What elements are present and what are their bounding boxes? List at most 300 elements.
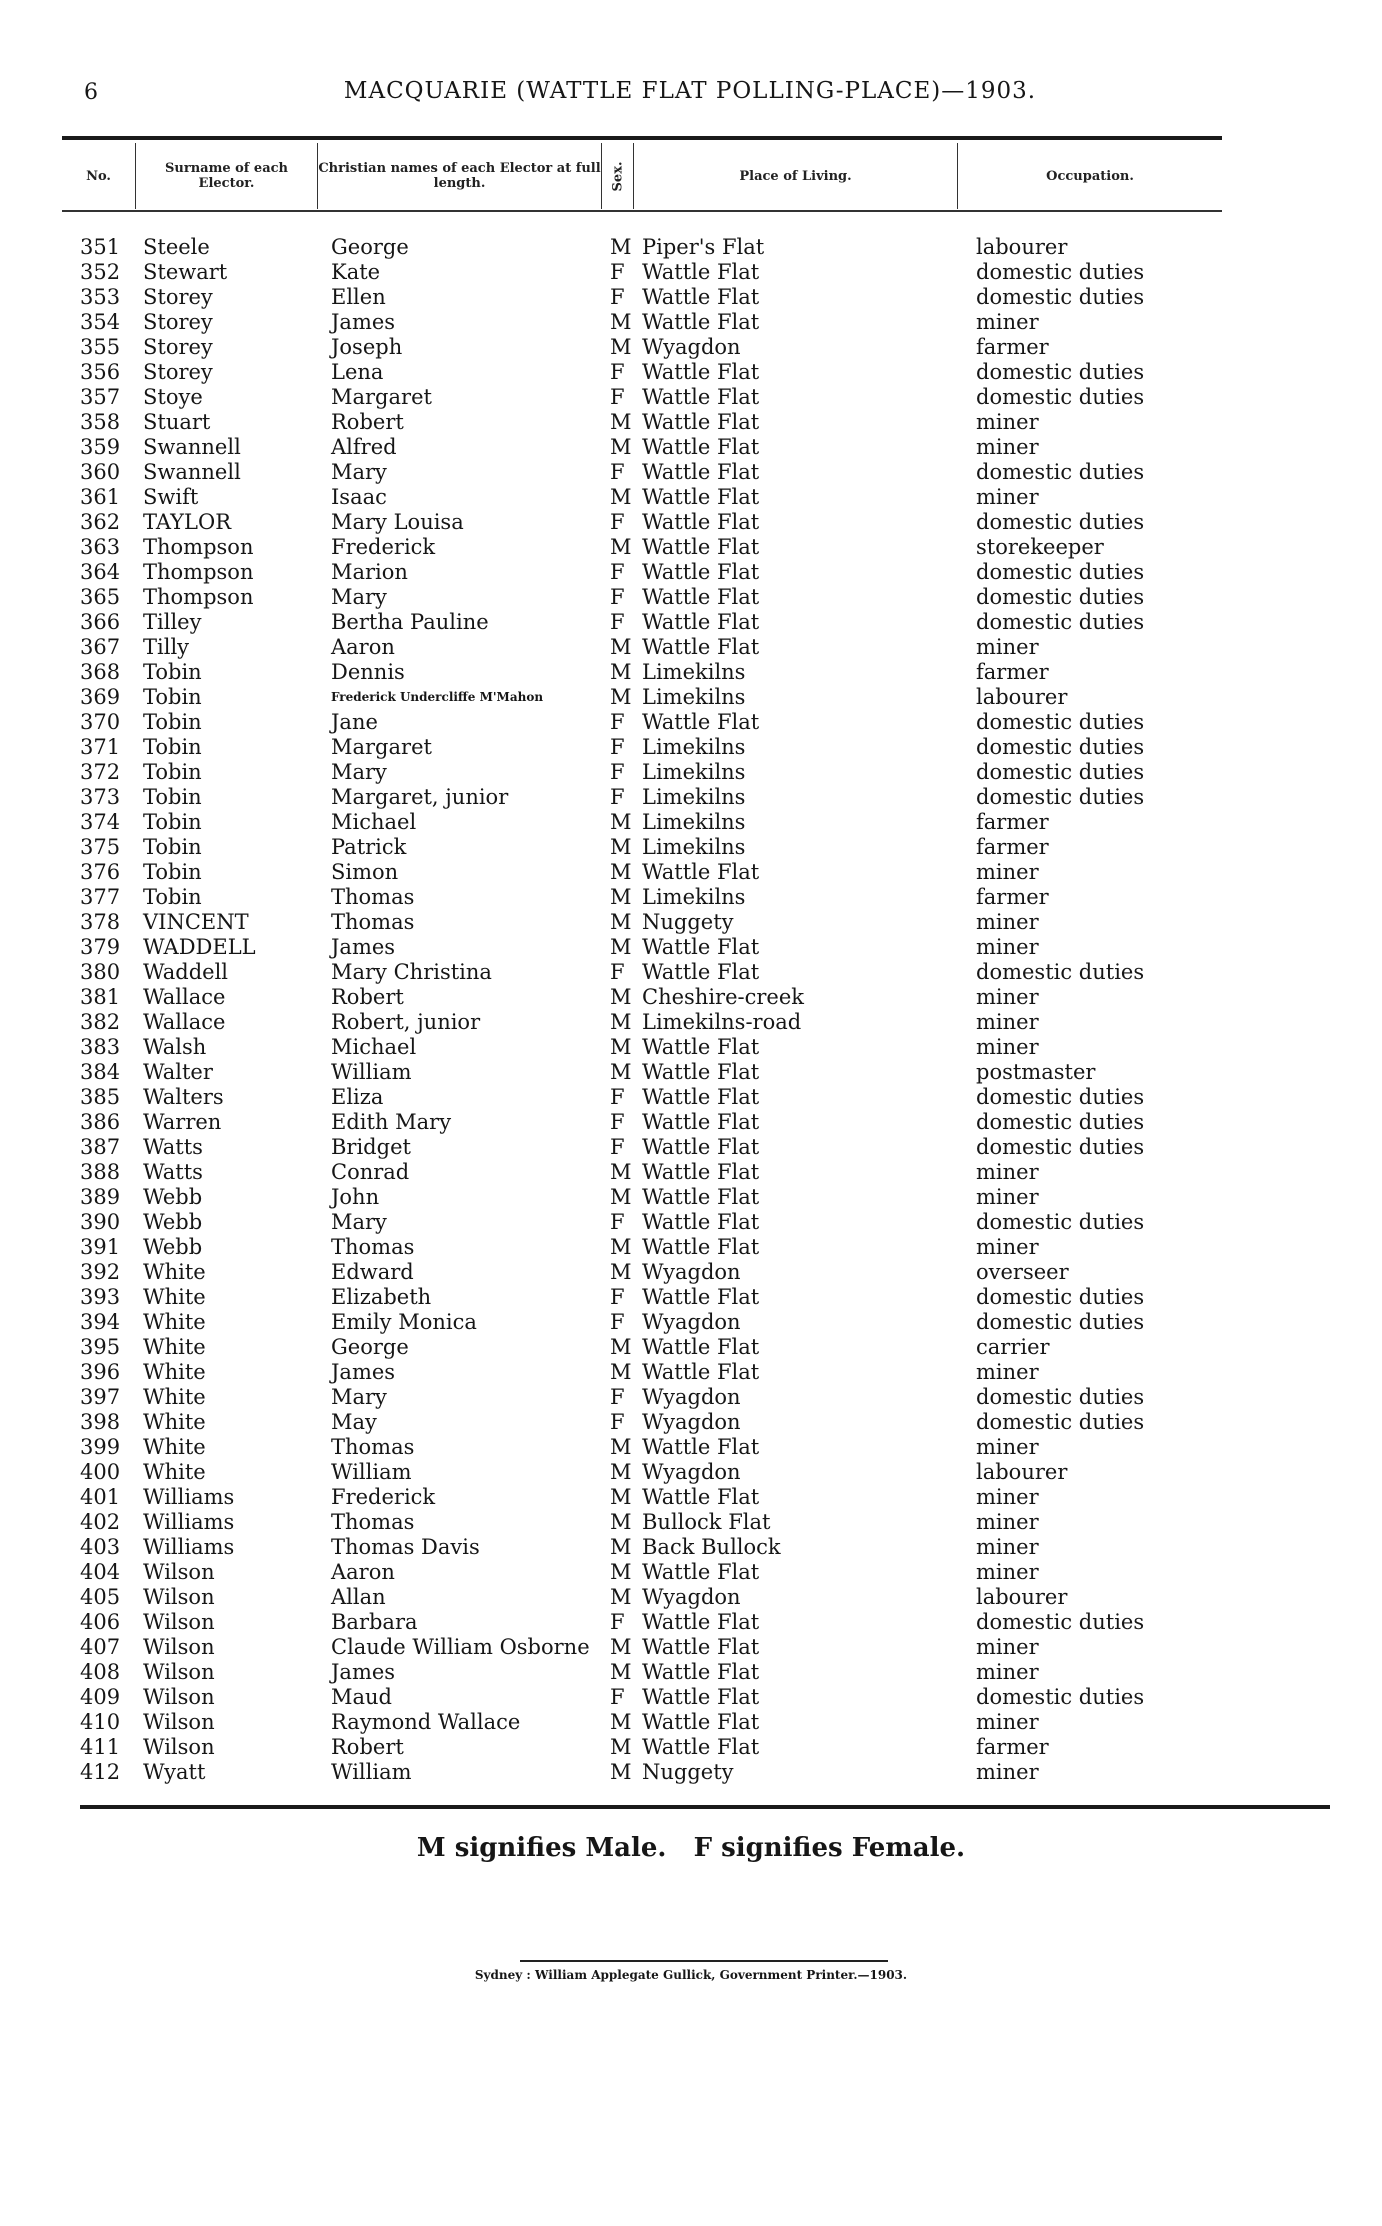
elector-sex: F (610, 735, 625, 759)
table-row (0, 410, 1382, 435)
elector-sex: M (610, 985, 632, 1009)
elector-surname: White (143, 1260, 206, 1284)
elector-number: 361 (80, 485, 121, 509)
elector-sex: M (610, 1460, 632, 1484)
elector-christian-names: Maud (331, 1685, 392, 1709)
elector-surname: Tobin (143, 810, 202, 834)
elector-occupation: farmer (976, 835, 1049, 859)
elector-place-of-living: Wattle Flat (642, 1110, 760, 1134)
elector-occupation: miner (976, 1185, 1039, 1209)
elector-surname: White (143, 1310, 206, 1334)
elector-christian-names: James (331, 1360, 396, 1384)
elector-christian-names: Bridget (331, 1135, 411, 1159)
elector-sex: M (610, 810, 632, 834)
elector-place-of-living: Wattle Flat (642, 1235, 760, 1259)
elector-christian-names: Jane (331, 710, 378, 734)
elector-occupation: miner (976, 1160, 1039, 1184)
elector-sex: F (610, 785, 625, 809)
elector-number: 387 (80, 1135, 121, 1159)
table-row (0, 510, 1382, 535)
elector-surname: Stuart (143, 410, 211, 434)
table-row (0, 1085, 1382, 1110)
elector-christian-names: Allan (331, 1585, 386, 1609)
elector-sex: M (610, 1060, 632, 1084)
elector-surname: Wilson (143, 1685, 215, 1709)
elector-occupation: miner (976, 435, 1039, 459)
table-header (62, 143, 1222, 209)
elector-christian-names: May (331, 1410, 377, 1434)
elector-christian-names: William (331, 1060, 412, 1084)
imprint-rule (520, 1960, 888, 1962)
elector-sex: M (610, 1035, 632, 1059)
table-row (0, 260, 1382, 285)
elector-sex: F (610, 585, 625, 609)
elector-surname: Swannell (143, 435, 241, 459)
elector-surname: White (143, 1460, 206, 1484)
elector-occupation: miner (976, 1660, 1039, 1684)
elector-sex: M (610, 1160, 632, 1184)
elector-number: 351 (80, 235, 121, 259)
elector-sex: F (610, 1410, 625, 1434)
elector-place-of-living: Wattle Flat (642, 1035, 760, 1059)
table-row (0, 1585, 1382, 1610)
table-row (0, 1035, 1382, 1060)
elector-occupation: domestic duties (976, 1085, 1145, 1109)
elector-number: 368 (80, 660, 121, 684)
elector-number: 360 (80, 460, 121, 484)
elector-sex: M (610, 1535, 632, 1559)
elector-place-of-living: Wattle Flat (642, 510, 760, 534)
elector-occupation: domestic duties (976, 1285, 1145, 1309)
elector-number: 411 (80, 1735, 121, 1759)
elector-surname: Tobin (143, 885, 202, 909)
elector-number: 371 (80, 735, 121, 759)
elector-christian-names: Thomas (331, 1235, 415, 1259)
elector-christian-names: Elizabeth (331, 1285, 432, 1309)
elector-christian-names: Margaret (331, 385, 432, 409)
elector-surname: Tobin (143, 660, 202, 684)
elector-surname: Webb (143, 1185, 203, 1209)
elector-number: 378 (80, 910, 121, 934)
elector-surname: White (143, 1410, 206, 1434)
table-row (0, 635, 1382, 660)
elector-sex: M (610, 410, 632, 434)
elector-place-of-living: Back Bullock (642, 1535, 781, 1559)
elector-place-of-living: Wattle Flat (642, 535, 760, 559)
elector-occupation: labourer (976, 1460, 1068, 1484)
elector-surname: Tobin (143, 735, 202, 759)
elector-number: 377 (80, 885, 121, 909)
table-row (0, 1110, 1382, 1135)
elector-place-of-living: Wattle Flat (642, 1210, 760, 1234)
elector-sex: F (610, 1610, 625, 1634)
elector-place-of-living: Wattle Flat (642, 1560, 760, 1584)
table-row (0, 660, 1382, 685)
elector-christian-names: Simon (331, 860, 399, 884)
elector-christian-names: Robert, junior (331, 1010, 481, 1034)
elector-number: 410 (80, 1710, 121, 1734)
elector-number: 375 (80, 835, 121, 859)
elector-number: 363 (80, 535, 121, 559)
table-row (0, 485, 1382, 510)
elector-place-of-living: Limekilns (642, 735, 746, 759)
elector-occupation: domestic duties (976, 960, 1145, 984)
elector-sex: M (610, 1735, 632, 1759)
elector-christian-names: Mary Louisa (331, 510, 464, 534)
elector-number: 374 (80, 810, 121, 834)
elector-number: 401 (80, 1485, 121, 1509)
elector-occupation: farmer (976, 335, 1049, 359)
table-row (0, 1485, 1382, 1510)
elector-sex: M (610, 1585, 632, 1609)
elector-sex: M (610, 1560, 632, 1584)
elector-place-of-living: Piper's Flat (642, 235, 765, 259)
elector-sex: M (610, 1260, 632, 1284)
elector-place-of-living: Wattle Flat (642, 1135, 760, 1159)
table-row (0, 310, 1382, 335)
table-row (0, 285, 1382, 310)
elector-place-of-living: Wattle Flat (642, 1735, 760, 1759)
elector-occupation: miner (976, 1360, 1039, 1384)
table-row (0, 1210, 1382, 1235)
table-row (0, 810, 1382, 835)
elector-occupation: domestic duties (976, 1135, 1145, 1159)
elector-sex: M (610, 435, 632, 459)
elector-place-of-living: Wyagdon (642, 1260, 741, 1284)
elector-number: 405 (80, 1585, 121, 1609)
table-row (0, 610, 1382, 635)
elector-occupation: domestic duties (976, 260, 1145, 284)
elector-number: 385 (80, 1085, 121, 1109)
elector-place-of-living: Wattle Flat (642, 860, 760, 884)
elector-sex: M (610, 235, 632, 259)
elector-sex: F (610, 385, 625, 409)
elector-surname: Tobin (143, 685, 202, 709)
table-row (0, 1685, 1382, 1710)
table-row (0, 1460, 1382, 1485)
elector-place-of-living: Nuggety (642, 910, 734, 934)
elector-sex: M (610, 485, 632, 509)
elector-surname: Wilson (143, 1560, 215, 1584)
table-row (0, 1760, 1382, 1785)
elector-place-of-living: Limekilns (642, 660, 746, 684)
elector-number: 388 (80, 1160, 121, 1184)
table-row (0, 835, 1382, 860)
table-row (0, 1735, 1382, 1760)
elector-occupation: miner (976, 410, 1039, 434)
table-row (0, 1635, 1382, 1660)
elector-christian-names: Frederick Undercliffe M'Mahon (331, 690, 544, 704)
elector-place-of-living: Wyagdon (642, 1385, 741, 1409)
elector-sex: F (610, 1685, 625, 1709)
elector-christian-names: Aaron (331, 1560, 395, 1584)
elector-occupation: domestic duties (976, 1110, 1145, 1134)
table-row (0, 1610, 1382, 1635)
elector-place-of-living: Wattle Flat (642, 460, 760, 484)
elector-christian-names: Michael (331, 810, 417, 834)
elector-sex: F (610, 460, 625, 484)
elector-surname: Stoye (143, 385, 203, 409)
elector-occupation: domestic duties (976, 460, 1145, 484)
table-row (0, 1385, 1382, 1410)
elector-surname: TAYLOR (143, 510, 232, 534)
elector-number: 404 (80, 1560, 121, 1584)
elector-place-of-living: Limekilns (642, 810, 746, 834)
elector-sex: M (610, 1710, 632, 1734)
elector-christian-names: Alfred (331, 435, 397, 459)
elector-surname: Williams (143, 1485, 235, 1509)
table-row (0, 585, 1382, 610)
elector-number: 381 (80, 985, 121, 1009)
elector-surname: Webb (143, 1235, 203, 1259)
elector-occupation: miner (976, 1710, 1039, 1734)
elector-christian-names: James (331, 310, 396, 334)
table-row (0, 985, 1382, 1010)
elector-christian-names: George (331, 1335, 409, 1359)
elector-occupation: domestic duties (976, 1685, 1145, 1709)
elector-christian-names: James (331, 935, 396, 959)
elector-number: 362 (80, 510, 121, 534)
elector-number: 395 (80, 1335, 121, 1359)
elector-number: 409 (80, 1685, 121, 1709)
elector-sex: F (610, 1310, 625, 1334)
elector-occupation: domestic duties (976, 610, 1145, 634)
elector-sex: M (610, 1435, 632, 1459)
header-occupation: Occupation. (1046, 168, 1134, 184)
elector-number: 366 (80, 610, 121, 634)
elector-occupation: miner (976, 1235, 1039, 1259)
elector-occupation: farmer (976, 885, 1049, 909)
elector-christian-names: Thomas (331, 910, 415, 934)
elector-surname: White (143, 1285, 206, 1309)
elector-christian-names: Frederick (331, 1485, 436, 1509)
elector-occupation: storekeeper (976, 535, 1104, 559)
elector-occupation: miner (976, 1035, 1039, 1059)
elector-number: 400 (80, 1460, 121, 1484)
header-sex-label: Sex. (610, 161, 625, 191)
elector-occupation: domestic duties (976, 710, 1145, 734)
elector-sex: M (610, 1185, 632, 1209)
elector-christian-names: Michael (331, 1035, 417, 1059)
elector-surname: Storey (143, 360, 213, 384)
elector-place-of-living: Wattle Flat (642, 935, 760, 959)
elector-number: 398 (80, 1410, 121, 1434)
elector-sex: F (610, 1135, 625, 1159)
elector-place-of-living: Limekilns-road (642, 1010, 802, 1034)
elector-sex: M (610, 335, 632, 359)
elector-place-of-living: Wattle Flat (642, 1685, 760, 1709)
table-row (0, 1360, 1382, 1385)
elector-place-of-living: Limekilns (642, 835, 746, 859)
elector-christian-names: Kate (331, 260, 381, 284)
elector-place-of-living: Wattle Flat (642, 1485, 760, 1509)
page-title: MACQUARIE (WATTLE FLAT POLLING-PLACE)—1903. (343, 78, 1037, 104)
elector-surname: Warren (143, 1110, 222, 1134)
table-row (0, 1160, 1382, 1185)
elector-number: 367 (80, 635, 121, 659)
elector-place-of-living: Wyagdon (642, 1410, 741, 1434)
table-row (0, 1060, 1382, 1085)
elector-number: 384 (80, 1060, 121, 1084)
elector-sex: M (610, 1510, 632, 1534)
elector-surname: Swannell (143, 460, 241, 484)
elector-christian-names: Isaac (331, 485, 387, 509)
elector-place-of-living: Wattle Flat (642, 385, 760, 409)
elector-number: 393 (80, 1285, 121, 1309)
elector-occupation: labourer (976, 1585, 1068, 1609)
elector-number: 390 (80, 1210, 121, 1234)
elector-number: 408 (80, 1660, 121, 1684)
elector-place-of-living: Wattle Flat (642, 960, 760, 984)
elector-place-of-living: Wattle Flat (642, 1060, 760, 1084)
elector-place-of-living: Wattle Flat (642, 585, 760, 609)
elector-christian-names: Mary (331, 1385, 387, 1409)
elector-place-of-living: Wattle Flat (642, 710, 760, 734)
header-no: No. (62, 143, 136, 209)
elector-place-of-living: Limekilns (642, 785, 746, 809)
elector-surname: White (143, 1435, 206, 1459)
table-row (0, 1235, 1382, 1260)
table-row (0, 1560, 1382, 1585)
elector-place-of-living: Wattle Flat (642, 1635, 760, 1659)
elector-christian-names: Mary (331, 585, 387, 609)
header-place-of-living: Place of Living. (634, 143, 958, 209)
elector-surname: Tobin (143, 785, 202, 809)
table-row (0, 885, 1382, 910)
table-row (0, 1435, 1382, 1460)
elector-number: 369 (80, 685, 121, 709)
elector-surname: White (143, 1385, 206, 1409)
table-row (0, 1660, 1382, 1685)
elector-occupation: labourer (976, 685, 1068, 709)
elector-sex: M (610, 835, 632, 859)
elector-occupation: miner (976, 860, 1039, 884)
elector-christian-names: Dennis (331, 660, 405, 684)
elector-place-of-living: Wattle Flat (642, 310, 760, 334)
elector-sex: M (610, 660, 632, 684)
printer-imprint: Sydney : William Applegate Gullick, Government Printer.—1903. (474, 1968, 908, 1982)
elector-sex: F (610, 510, 625, 534)
elector-surname: Tobin (143, 835, 202, 859)
elector-sex: M (610, 310, 632, 334)
elector-place-of-living: Wyagdon (642, 1310, 741, 1334)
elector-surname: Wilson (143, 1635, 215, 1659)
table-row (0, 710, 1382, 735)
elector-sex: M (610, 885, 632, 909)
table-row (0, 1285, 1382, 1310)
elector-occupation: miner (976, 910, 1039, 934)
elector-surname: Walsh (143, 1035, 207, 1059)
elector-number: 399 (80, 1435, 121, 1459)
table-row (0, 1010, 1382, 1035)
elector-place-of-living: Wattle Flat (642, 1660, 760, 1684)
elector-surname: Waddell (143, 960, 229, 984)
elector-occupation: domestic duties (976, 360, 1145, 384)
elector-surname: Thompson (143, 585, 254, 609)
elector-christian-names: Mary Christina (331, 960, 492, 984)
elector-number: 397 (80, 1385, 121, 1409)
elector-sex: F (610, 1210, 625, 1234)
elector-christian-names: Mary (331, 1210, 387, 1234)
elector-sex: F (610, 360, 625, 384)
elector-place-of-living: Wattle Flat (642, 1710, 760, 1734)
elector-sex: M (610, 535, 632, 559)
table-row (0, 735, 1382, 760)
elector-christian-names: Aaron (331, 635, 395, 659)
table-row (0, 785, 1382, 810)
table-row (0, 935, 1382, 960)
elector-place-of-living: Nuggety (642, 1760, 734, 1784)
elector-place-of-living: Wattle Flat (642, 1185, 760, 1209)
header-surname: Surname of each Elector. (136, 143, 318, 209)
elector-christian-names: Edith Mary (331, 1110, 452, 1134)
elector-christian-names: Frederick (331, 535, 436, 559)
elector-place-of-living: Wattle Flat (642, 610, 760, 634)
elector-surname: Wilson (143, 1610, 215, 1634)
elector-surname: Tilly (143, 635, 190, 659)
elector-surname: Thompson (143, 535, 254, 559)
elector-occupation: domestic duties (976, 785, 1145, 809)
elector-number: 376 (80, 860, 121, 884)
elector-place-of-living: Wattle Flat (642, 1160, 760, 1184)
elector-place-of-living: Wattle Flat (642, 1085, 760, 1109)
elector-number: 391 (80, 1235, 121, 1259)
elector-number: 355 (80, 335, 121, 359)
table-row (0, 910, 1382, 935)
elector-surname: Wallace (143, 985, 226, 1009)
elector-surname: Tobin (143, 760, 202, 784)
elector-surname: Swift (143, 485, 199, 509)
elector-place-of-living: Limekilns (642, 685, 746, 709)
elector-christian-names: Thomas (331, 1435, 415, 1459)
elector-surname: Storey (143, 310, 213, 334)
elector-number: 352 (80, 260, 121, 284)
table-row (0, 1510, 1382, 1535)
elector-place-of-living: Wattle Flat (642, 1610, 760, 1634)
elector-number: 389 (80, 1185, 121, 1209)
elector-sex: M (610, 1760, 632, 1784)
table-row (0, 235, 1382, 260)
elector-surname: Watts (143, 1160, 203, 1184)
elector-surname: Tobin (143, 860, 202, 884)
table-row (0, 435, 1382, 460)
elector-occupation: miner (976, 635, 1039, 659)
elector-surname: WADDELL (143, 935, 256, 959)
table-row (0, 1260, 1382, 1285)
elector-occupation: domestic duties (976, 1310, 1145, 1334)
elector-christian-names: Robert (331, 985, 404, 1009)
elector-number: 379 (80, 935, 121, 959)
elector-place-of-living: Wyagdon (642, 335, 741, 359)
table-row (0, 760, 1382, 785)
table-row (0, 360, 1382, 385)
elector-surname: Wilson (143, 1710, 215, 1734)
elector-surname: Walters (143, 1085, 224, 1109)
elector-surname: Wilson (143, 1585, 215, 1609)
elector-christian-names: Margaret, junior (331, 785, 509, 809)
elector-surname: Watts (143, 1135, 203, 1159)
elector-sex: F (610, 610, 625, 634)
elector-number: 353 (80, 285, 121, 309)
elector-number: 383 (80, 1035, 121, 1059)
elector-sex: F (610, 1285, 625, 1309)
elector-number: 370 (80, 710, 121, 734)
elector-sex: F (610, 1085, 625, 1109)
elector-christian-names: Thomas Davis (331, 1535, 480, 1559)
elector-sex: F (610, 1110, 625, 1134)
elector-place-of-living: Wattle Flat (642, 360, 760, 384)
elector-surname: White (143, 1360, 206, 1384)
